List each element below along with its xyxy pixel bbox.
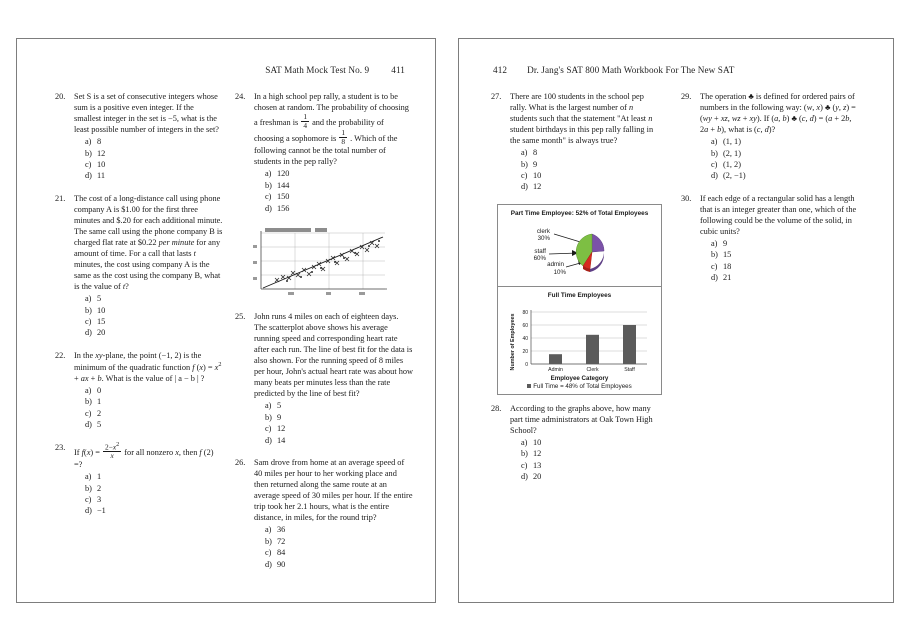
choice[interactable]: c) 84 <box>265 548 286 558</box>
pie-value-admin: 10% <box>553 268 566 276</box>
choice[interactable]: d) (2, −1) <box>711 171 746 181</box>
choice[interactable]: c) 3 <box>85 494 102 504</box>
choice[interactable]: b) 144 <box>265 180 290 190</box>
question-27 <box>491 91 661 193</box>
employee-charts-panel <box>497 204 662 395</box>
question-28-text: According to the graphs above, how many part time administrators at Oak Town High School? <box>510 403 653 435</box>
question-26-number: 26. <box>235 458 246 468</box>
question-30-choices <box>681 238 861 284</box>
pie-label-admin: admin <box>546 260 564 268</box>
choice[interactable]: d) 156 <box>265 203 290 213</box>
club-suit-icon: ♣ <box>791 114 797 124</box>
choice[interactable]: d) 11 <box>85 171 105 181</box>
choice[interactable]: d) 90 <box>265 559 286 569</box>
question-26 <box>235 457 413 570</box>
question-21-text: The cost of a long-distance call using phone company A is $1.00 for the first three minutes and $.20 for each additional minute. The same call using the phone company B is charged flat rate at $0.22 per minute for any amount of time. For a call that lasts t minutes, the cost using company A is the same as the cost using the company B, what is the value of t? <box>74 193 223 292</box>
left-column-1 <box>55 91 223 528</box>
right-page <box>458 38 894 603</box>
question-20 <box>55 91 223 182</box>
choice[interactable]: a) 5 <box>85 294 102 304</box>
right-header-title: Dr. Jang's SAT 800 Math Workbook For The New SAT <box>527 65 735 75</box>
bar-chart-y-axis-title: Number of Employees <box>509 313 516 371</box>
question-29 <box>681 91 861 182</box>
scatterplot-speed-vs-heart-rate <box>243 225 393 303</box>
bar-chart-title: Full Time Employees <box>547 291 612 299</box>
question-22-number: 22. <box>55 350 66 360</box>
choice[interactable]: c) 15 <box>85 317 106 327</box>
question-23-number: 23. <box>55 442 66 452</box>
question-21-number: 21. <box>55 193 66 203</box>
bar-chart-x-axis-title: Employee Category <box>550 374 609 382</box>
question-27-number: 27. <box>491 92 502 101</box>
question-24-text: In a high school pep rally, a student is to be chosen at random. The probability of choosing a freshman is $\frac{1}{4}$ and the probability of choosing a sophomore is $\frac{1}{8}$ . Which of the following cannot be the total number of students in the pep rally? <box>254 92 409 167</box>
left-page <box>16 38 436 603</box>
right-column-2 <box>681 91 861 295</box>
fraction-2-minus-x-squared-over-x: $\frac{2-x^2}{x}$ <box>104 440 120 460</box>
pie-label-staff: staff <box>533 247 546 255</box>
pie-chart-area <box>502 220 657 282</box>
legend-swatch-icon <box>527 384 531 388</box>
question-25 <box>235 311 413 446</box>
choice[interactable]: b) 15 <box>711 250 732 260</box>
choice[interactable]: a) 36 <box>265 525 286 535</box>
question-23-choices <box>55 471 223 517</box>
choice[interactable]: d) 20 <box>85 328 106 338</box>
question-30 <box>681 193 861 284</box>
choice[interactable]: c) 13 <box>521 460 542 470</box>
choice[interactable]: b) 12 <box>85 148 106 158</box>
choice[interactable]: c) (1, 2) <box>711 160 741 169</box>
choice[interactable]: c) 10 <box>85 160 106 169</box>
pie-chart-title: Part Time Employee: 52% of Total Employees <box>510 209 649 217</box>
question-30-number: 30. <box>681 193 692 203</box>
full-time-bar-chart <box>498 287 661 394</box>
question-24 <box>235 91 413 214</box>
question-24-choices <box>235 168 413 214</box>
left-page-number: 411 <box>391 65 405 75</box>
question-30-text: If each edge of a rectangular solid has a length that is an integer greater than one, which of the following could be the volume of the solid, in cubic units? <box>700 193 857 236</box>
choice[interactable]: a) 9 <box>711 239 728 248</box>
left-page-header <box>265 65 405 75</box>
choice[interactable]: b) 10 <box>85 305 106 315</box>
left-header-title: SAT Math Mock Test No. 9 <box>265 65 370 75</box>
club-suit-icon: ♣ <box>748 92 754 101</box>
question-25-number: 25. <box>235 312 246 322</box>
question-28 <box>491 403 661 483</box>
question-25-text: John runs 4 miles on each of eighteen days. The scatterplot above shows his average running speed and corresponding heart rate after each run. The line of best fit for the data is also shown. For the running speed of 8 miles per hour, John's actual heart rate was about how many beats per minutes less than the rate predicted by the line of best fit? <box>254 312 413 399</box>
part-time-pie-chart <box>498 205 661 287</box>
choice[interactable]: c) 12 <box>265 424 286 434</box>
choice[interactable]: b) 2 <box>85 483 102 493</box>
bar-chart-area <box>502 302 657 374</box>
bar-clerk <box>586 335 599 364</box>
choice[interactable]: b) 9 <box>265 412 282 422</box>
choice[interactable]: d) 12 <box>521 182 542 192</box>
question-29-choices <box>681 136 861 182</box>
choice[interactable]: a) 10 <box>521 438 542 447</box>
choice[interactable]: d) 21 <box>711 273 732 283</box>
right-page-number: 412 <box>493 65 508 75</box>
question-22-text: In the xy-plane, the point (−1, 2) is the minimum of the quadratic function f $(x) = x^2$ + ax + b. What is the value of | a − b | ? <box>74 350 222 383</box>
choice[interactable]: b) 12 <box>521 449 542 459</box>
question-26-choices <box>235 524 413 570</box>
choice[interactable]: d) 14 <box>265 435 286 445</box>
right-column-1 <box>491 91 661 494</box>
bar-staff <box>623 325 636 364</box>
question-26-text: Sam drove from home at an average speed of 40 miles per hour to her working place and then returned along the same route at an average speed of 30 miles per hour. If the entire trip took her 2.1 hours, what is the entire distance, in miles, for the round trip? <box>254 458 413 523</box>
bar-ytick-0: 0 <box>524 361 528 368</box>
choice[interactable]: d) 5 <box>85 420 102 430</box>
choice[interactable]: a) 120 <box>265 169 290 179</box>
right-page-header <box>493 65 734 75</box>
bar-ytick-80: 80 <box>521 309 528 316</box>
choice[interactable]: b) (2, 1) <box>711 148 741 158</box>
scatterplot-svg <box>243 225 393 303</box>
choice[interactable]: c) 150 <box>265 192 290 202</box>
question-20-choices <box>55 136 223 182</box>
fraction-one-fourth: $\frac{1}{4}$ <box>303 112 308 130</box>
pie-chart-svg <box>504 220 656 280</box>
choice[interactable]: a) 8 <box>521 148 538 158</box>
question-25-choices <box>235 400 413 446</box>
question-22 <box>55 350 223 431</box>
choice[interactable]: c) 10 <box>521 171 542 181</box>
question-22-choices <box>55 385 223 431</box>
legend-label: Full Time = 48% of Total Employees <box>533 382 632 390</box>
question-27-text: There are 100 students in the school pep rally. What is the largest number of n students such that the statement "At least n student birthdays in this pep rally falling in the same month" is always true? <box>510 92 654 146</box>
left-column-2 <box>235 91 413 581</box>
question-27-choices <box>491 147 661 193</box>
question-23 <box>55 442 223 517</box>
choice[interactable]: b) 9 <box>521 159 538 169</box>
question-29-number: 29. <box>681 92 692 101</box>
choice[interactable]: b) 1 <box>85 397 102 407</box>
pie-value-staff: 60% <box>533 254 546 262</box>
question-23-text: If f(x) = $\frac{2-x^2}{x}$ for all nonzero x, then f (2) =? <box>74 440 214 470</box>
question-29-text: The operation ♣ is defined for ordered pairs of numbers in the following way: (w, x) ♣ (y, z) = (wy + xz, wz + xy). If (a, b) ♣ (c, d) = (a + 2b, 2a + b), what is (c, d)? <box>700 92 856 135</box>
choice[interactable]: a) 1 <box>85 472 102 482</box>
choice[interactable]: c) 2 <box>85 408 102 418</box>
choice[interactable]: a) 0 <box>85 385 102 395</box>
question-20-text: Set S is a set of consecutive integers whose sum is a positive even integer. If the smallest integer in the set is −5, what is the least possible number of integers in the set? <box>74 92 219 135</box>
choice[interactable]: b) 72 <box>265 536 286 546</box>
bar-category-staff: Staff <box>623 366 635 373</box>
bar-ytick-20: 20 <box>521 348 528 355</box>
bar-chart-legend <box>502 383 657 390</box>
choice[interactable]: a) 5 <box>265 401 282 411</box>
bar-admin <box>549 354 562 364</box>
bar-category-clerk: Clerk <box>585 366 599 373</box>
bar-chart-svg <box>505 302 655 374</box>
question-21-choices <box>55 293 223 339</box>
bar-ytick-60: 60 <box>521 322 528 329</box>
fraction-one-eighth: $\frac{1}{8}$ <box>341 128 346 146</box>
bar-ytick-40: 40 <box>521 335 528 342</box>
choice[interactable]: a) (1, 1) <box>711 137 741 147</box>
pie-value-clerk: 30% <box>537 234 550 242</box>
club-suit-icon: ♣ <box>824 103 831 113</box>
choice[interactable]: d) 20 <box>521 472 542 482</box>
question-28-number: 28. <box>491 403 502 413</box>
bar-category-admin: Admin <box>547 366 563 373</box>
question-21 <box>55 193 223 339</box>
question-20-number: 20. <box>55 92 66 101</box>
choice[interactable]: c) 18 <box>711 261 732 271</box>
choice[interactable]: a) 8 <box>85 137 102 147</box>
question-24-number: 24. <box>235 92 246 101</box>
question-28-choices <box>491 437 661 483</box>
pie-label-clerk: clerk <box>536 227 550 235</box>
choice[interactable]: d) −1 <box>85 506 106 516</box>
